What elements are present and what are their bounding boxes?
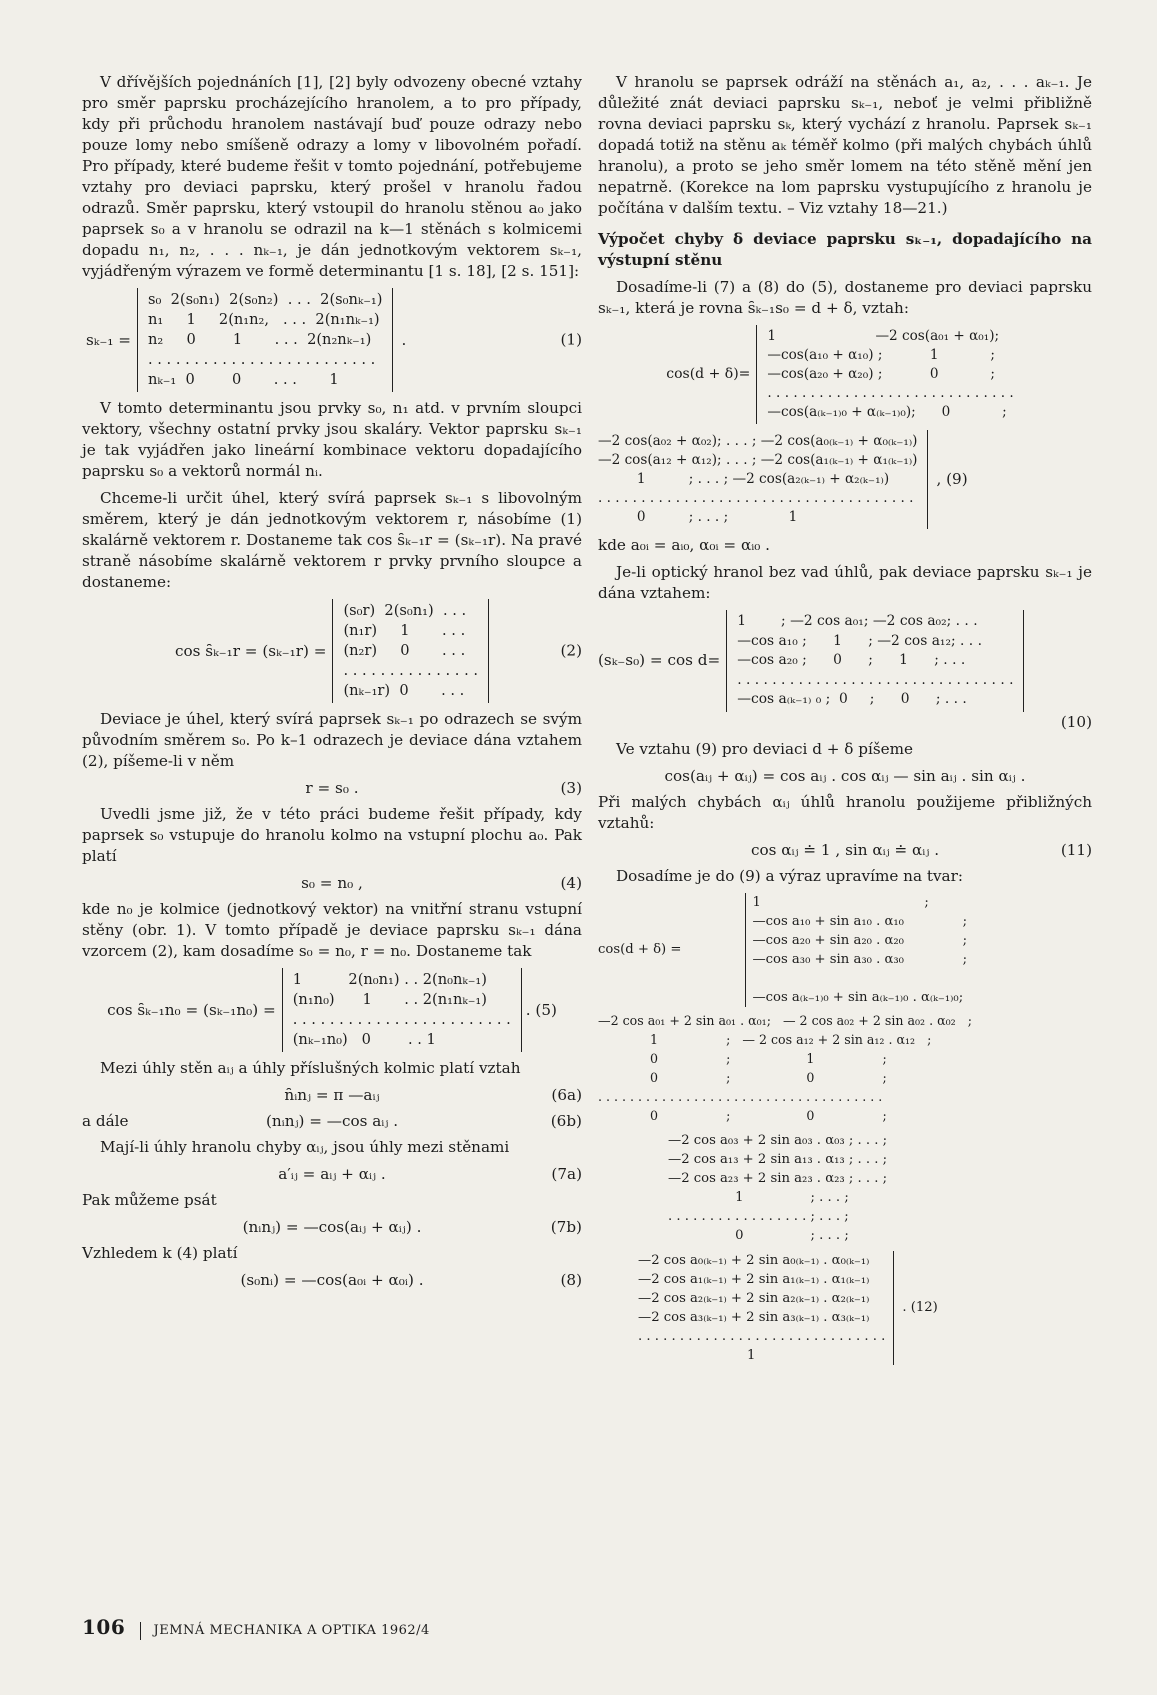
matrix-row: —2 cos a₃₍ₖ₋₁₎ + 2 sin a₃₍ₖ₋₁₎ . α₃₍ₖ₋₁₎ — [638, 1309, 870, 1325]
matrix-row — [752, 969, 967, 988]
equation-number: . (5) — [525, 1000, 557, 1019]
matrix-row: —2 cos a₀₁ + 2 sin a₀₁ . α₀₁; — 2 cos a₀₂ + 2 sin a₀₂ . α₀₂ ; — [598, 1012, 972, 1028]
equation-body: cos αᵢⱼ ≐ 1 , sin αᵢⱼ ≐ αᵢⱼ . — [750, 840, 940, 859]
equation-body: (nᵢnⱼ) = —cos aᵢⱼ . — [265, 1112, 399, 1130]
matrix-row: —cos a₁₀ + sin a₁₀ . α₁₀ ; — [752, 913, 968, 929]
matrix-row: 0 ; . . . ; — [668, 1227, 849, 1243]
equation-number: (6b) — [550, 1112, 582, 1130]
determinant-col-2 — [598, 1011, 1092, 1125]
matrix-row: —2 cos a₂₍ₖ₋₁₎ + 2 sin a₂₍ₖ₋₁₎ . α₂₍ₖ₋₁₎ — [638, 1290, 870, 1306]
equation-number: (11) — [1060, 840, 1092, 859]
matrix-row: (s₀r) 2(s₀n₁) . . . — [343, 602, 467, 619]
equation-number: (7a) — [551, 1165, 582, 1183]
matrix-row: 0 ; 1 ; — [598, 1050, 887, 1066]
matrix-row: —cos a₍ₖ₋₁₎₀ + sin a₍ₖ₋₁₎₀ . α₍ₖ₋₁₎₀; — [752, 989, 964, 1005]
paragraph: Je-li optický hranol bez vad úhlů, pak deviace paprsku sₖ₋₁ je dána vztahem: — [598, 563, 1092, 602]
equation-number: , (9) — [936, 470, 968, 488]
matrix-row: 1 ; —2 cos a₀₁; —2 cos a₀₂; . . . — [737, 613, 978, 629]
equation-number: (4) — [560, 874, 582, 892]
matrix-row: . . . . . . . . . . . . . . . . . . . . . . . . . . . . . — [767, 385, 1014, 401]
equation-1: sₖ₋₁ = s₀ 2(s₀n₁) 2(s₀n₂) . . . 2(s₀nₖ₋₁) n₁ 1 2(n₁n₂, . . . 2(n₁nₖ₋₁) n₂ 0 1 . . . 2(n₂nₖ₋₁) . . . . . . . . . . . . . . . . . . . . . . . . . nₖ₋₁ 0 0 . . . 1 . (1) — [82, 288, 582, 392]
matrix-row: . . . . . . . . . . . . . . . . . . . . . . . . . . . . . . . . . . . . . — [598, 490, 914, 506]
determinant — [137, 288, 393, 392]
matrix-row: (nₖ₋₁n₀) 0 . . 1 — [292, 1031, 436, 1048]
equation-2 — [82, 599, 582, 703]
equation-body: (s₀nᵢ) = —cos(a₀ᵢ + α₀ᵢ) . — [240, 1271, 424, 1289]
paragraph: kde a₀ᵢ = aᵢ₀, α₀ᵢ = αᵢ₀ . — [598, 536, 771, 554]
matrix-row: s₀ 2(s₀n₁) 2(s₀n₂) . . . 2(s₀nₖ₋₁) — [148, 291, 383, 308]
matrix-row: (n₂r) 0 . . . — [343, 642, 466, 659]
paragraph: Mezi úhly stěn aᵢⱼ a úhly příslušných kolmic platí vztah — [100, 1059, 521, 1077]
equation-number: (8) — [560, 1271, 582, 1289]
matrix-row: —cos a₂₀ ; 0 ; 1 ; . . . — [737, 652, 966, 668]
paragraph: Při malých chybách αᵢⱼ úhlů hranolu použijeme přibližných vztahů: — [598, 792, 1092, 832]
matrix-row: . . . . . . . . . . . . . . . . . . . . . . . . . . . . . . . . — [737, 671, 1014, 688]
matrix-row: 1 ; . . . ; —2 cos(a₂₍ₖ₋₁₎ + α₂₍ₖ₋₁₎) — [598, 471, 890, 487]
matrix-row: —cos(a₍ₖ₋₁₎₀ + α₍ₖ₋₁₎₀); 0 ; — [767, 404, 1007, 420]
equation-lhs: cos s̑ₖ₋₁n₀ = (sₖ₋₁n₀) = — [107, 1000, 276, 1019]
determinant-col-4 — [598, 1251, 894, 1365]
equation-number: (1) — [560, 330, 582, 349]
equation-6b — [82, 1111, 582, 1132]
page-number: 106 — [82, 1615, 126, 1639]
paragraph: Dosadíme-li (7) a (8) do (5), dostaneme pro deviaci paprsku sₖ₋₁, která je rovna s̑ₖ₋₁s₀ = d + δ, vztah: — [598, 278, 1092, 317]
page-footer — [82, 1615, 430, 1640]
matrix-row: n₁ 1 2(n₁n₂, . . . 2(n₁nₖ₋₁) — [148, 311, 380, 328]
matrix-row: . . . . . . . . . . . . . . . . . . . . . . . . . — [148, 351, 376, 368]
matrix-row: —cos a₁₀ ; 1 ; —2 cos a₁₂; . . . — [737, 632, 982, 649]
matrix-row: —cos a₍ₖ₋₁₎ ₀ ; 0 ; 0 ; . . . — [737, 691, 967, 707]
equation-7b — [82, 1217, 582, 1238]
paragraph: Mají-li úhly hranolu chyby αᵢⱼ, jsou úhly mezi stěnami — [100, 1138, 510, 1156]
equation-number: (2) — [560, 641, 582, 660]
paragraph: V tomto determinantu jsou prvky s₀, n₁ atd. v prvním sloupci vektory, všechny ostatní prvky jsou skaláry. Vektor paprsku sₖ₋₁ je tak vyjádřen jako lineární kombinace vektoru dopadajícího paprsku s₀ a vektorů normál nᵢ. — [82, 399, 582, 480]
determinant — [598, 430, 928, 529]
matrix-row: 1 2(n₀n₁) . . 2(n₀nₖ₋₁) — [292, 971, 487, 988]
matrix-row: —cos a₃₀ + sin a₃₀ . α₃₀ ; — [752, 951, 968, 967]
matrix-row: 0 ; 0 ; — [598, 1069, 887, 1085]
matrix-row: . . . . . . . . . . . . . . . . . . . . . . . . — [292, 1011, 511, 1028]
paragraph: Pak můžeme psát — [82, 1191, 217, 1209]
equation-cos-expansion — [598, 766, 1092, 787]
matrix-row: (n₁n₀) 1 . . 2(n₁nₖ₋₁) — [292, 991, 487, 1008]
determinant — [756, 325, 1023, 424]
matrix-row: . . . . . . . . . . . . . . . — [343, 662, 478, 679]
equation-lhs: cos(d + δ)= — [666, 366, 751, 382]
equation-9-bottom — [598, 430, 1092, 529]
equation-3 — [82, 778, 582, 799]
equation-lhs: cos s̑ₖ₋₁r = (sₖ₋₁r) = — [175, 641, 327, 660]
equation-lhs: (sₖ₋s₀) = cos d= — [598, 651, 721, 670]
matrix-row: —cos a₂₀ + sin a₂₀ . α₂₀ ; — [752, 932, 968, 948]
equation-5 — [82, 968, 582, 1052]
matrix-row: 0 ; 0 ; — [598, 1107, 887, 1123]
equation-6a — [82, 1085, 582, 1106]
equation-number: (3) — [560, 779, 582, 797]
paragraph: V dřívějších pojednáních [1], [2] byly odvozeny obecné vztahy pro směr paprsku procházejícího hranolem, a to pro případy, kdy při průchodu hranolem nastávají buď pouze odrazy nebo pouze lomy nebo smíšeně odrazy a lomy v libovolném pořadí. Pro případy, které budeme řešit v tomto pojednání, potřebujeme vztahy pro deviaci paprsku, který prošel v hranolu řadou odrazů. Směr paprsku, který vstoupil do hranolu stěnou a₀ jako paprsek s₀ a v hranolu se odrazil na k—1 stěnách s kolmicemi dopadu n₁, n₂, . . . nₖ₋₁, je dán jednotkovým vektorem sₖ₋₁, vyjádřeným výrazem ve formě determinantu [1 s. 18], [2 s. 151]: — [82, 73, 582, 280]
matrix-row: —2 cos a₂₃ + 2 sin a₂₃ . α₂₃ ; . . . ; — [668, 1170, 888, 1186]
matrix-row: —cos(a₁₀ + α₁₀) ; 1 ; — [767, 347, 996, 363]
equation-body: (nᵢnⱼ) = —cos(aᵢⱼ + αᵢⱼ) . — [242, 1218, 422, 1236]
matrix-row: —2 cos(a₁₂ + α₁₂); . . . ; —2 cos(a₁₍ₖ₋₁₎ + α₁₍ₖ₋₁₎) — [598, 452, 918, 468]
matrix-row: —2 cos(a₀₂ + α₀₂); . . . ; —2 cos(a₀₍ₖ₋₁₎ + α₀₍ₖ₋₁₎) — [598, 433, 918, 449]
equation-lhs: sₖ₋₁ = — [86, 330, 131, 349]
equation-4 — [82, 873, 582, 894]
equation-10 — [598, 610, 1092, 712]
equation-number: (6a) — [551, 1086, 582, 1104]
matrix-row: 1 ; . . . ; — [668, 1189, 849, 1205]
paragraph: Uvedli jsme již, že v této práci budeme řešit případy, kdy paprsek s₀ vstupuje do hranolu kolmo na vstupní plochu a₀. Pak platí — [82, 805, 582, 865]
matrix-row: —2 cos a₀₃ + 2 sin a₀₃ . α₀₃ ; . . . ; — [668, 1132, 888, 1148]
matrix-row: —2 cos a₁₃ + 2 sin a₁₃ . α₁₃ ; . . . ; — [668, 1151, 888, 1167]
equation-body: s₀ = n₀ , — [301, 874, 363, 892]
journal-name: JEMNÁ MECHANIKA A OPTIKA 1962/4 — [153, 1623, 430, 1638]
matrix-row: 1 — [638, 1347, 756, 1363]
matrix-row: 1 ; — 2 cos a₁₂ + 2 sin a₁₂ . α₁₂ ; — [598, 1031, 932, 1047]
matrix-row: n₂ 0 1 . . . 2(n₂nₖ₋₁) — [148, 331, 372, 348]
matrix-row: (n₁r) 1 . . . — [343, 622, 466, 639]
equation-8 — [82, 1270, 582, 1291]
matrix-row: —2 cos a₁₍ₖ₋₁₎ + 2 sin a₁₍ₖ₋₁₎ . α₁₍ₖ₋₁₎ — [638, 1271, 870, 1287]
equation-12 — [598, 893, 1092, 1365]
left-column — [82, 72, 582, 1296]
equation-body: cos(aᵢⱼ + αᵢⱼ) = cos aᵢⱼ . cos αᵢⱼ — sin aᵢⱼ . sin αᵢⱼ . — [664, 766, 1026, 785]
equation-lhs: cos(d + δ) = — [598, 942, 682, 957]
matrix-row: 1 ; — [752, 894, 929, 910]
paragraph: Vzhledem k (4) platí — [82, 1244, 238, 1262]
equation-body: a′ᵢⱼ = aᵢⱼ + αᵢⱼ . — [278, 1165, 386, 1183]
equation-7a — [82, 1164, 582, 1185]
matrix-row: —cos(a₂₀ + α₂₀) ; 0 ; — [767, 366, 996, 382]
matrix-row: 1 —2 cos(a₀₁ + α₀₁); — [767, 328, 1000, 344]
determinant — [282, 968, 522, 1052]
paragraph: Dosadíme je do (9) a výraz upravíme na tvar: — [616, 866, 963, 885]
right-column — [598, 72, 1092, 1365]
paragraph: V hranolu se paprsek odráží na stěnách a₁, a₂, . . . aₖ₋₁. Je důležité znát deviaci paprsku sₖ₋₁, neboť je velmi přibližně rovna deviaci paprsku sₖ, který vychází z hranolu. Paprsek sₖ₋₁ dopadá totiž na stěnu aₖ téměř kolmo (při malých chybách úhlů hranolu), a proto se jeho směr lomem na této stěně mění jen nepatrně. (Korekce na lom paprsku vystupujícího z hranolu je počítána v dalším textu. – Viz vztahy 18—21.) — [598, 73, 1092, 217]
paragraph: Ve vztahu (9) pro deviaci d + δ píšeme — [616, 739, 914, 758]
equation-number: (10) — [1060, 712, 1092, 731]
equation-body: n̑ᵢnⱼ = π —aᵢⱼ — [284, 1086, 380, 1104]
paragraph: Deviace je úhel, který svírá paprsek sₖ₋₁ po odrazech se svým původním směrem s₀. Po k–1 odrazech je deviace dána vztahem (2), píšeme-li v něm — [82, 710, 582, 770]
matrix-row: —2 cos a₀₍ₖ₋₁₎ + 2 sin a₀₍ₖ₋₁₎ . α₀₍ₖ₋₁₎ — [638, 1252, 870, 1268]
section-heading: Výpočet chyby δ deviace paprsku sₖ₋₁, dopadajícího na výstupní stěnu — [598, 230, 1092, 269]
matrix-row: . . . . . . . . . . . . . . . . . . . . . . . . . . . . . . — [638, 1328, 886, 1344]
determinant-col-1 — [745, 893, 967, 1007]
paragraph: kde n₀ je kolmice (jednotkový vektor) na vnitřní stranu vstupní stěny (obr. 1). V tomto případě je deviace paprsku sₖ₋₁ dána vzorcem (2), kam dosadíme s₀ = n₀, r = n₀. Dostaneme tak — [82, 900, 582, 960]
determinant-col-3 — [598, 1131, 1092, 1245]
paragraph-label: a dále — [82, 1112, 129, 1130]
paragraph: Chceme-li určit úhel, který svírá paprsek sₖ₋₁ s libovolným směrem, který je dán jednotkovým vektorem r, násobíme (1) skalárně vektorem r. Dostaneme tak cos s̑ₖ₋₁r = (sₖ₋₁r). Na pravé straně násobíme skalárně vektorem r prvky prvního sloupce a dostaneme: — [82, 489, 582, 591]
equation-11 — [598, 840, 1092, 861]
equation-9-top — [598, 325, 1092, 424]
matrix-row: . . . . . . . . . . . . . . . . . . . . . . . . . . . . . . . . . . . . — [598, 1088, 883, 1104]
equation-number: . (12) — [902, 1300, 938, 1315]
matrix-row: 0 ; . . . ; 1 — [598, 509, 798, 525]
determinant — [726, 610, 1024, 712]
matrix-row: (nₖ₋₁r) 0 . . . — [343, 682, 465, 699]
determinant — [332, 599, 489, 703]
equation-body: r = s₀ . — [305, 779, 359, 797]
matrix-row: . . . . . . . . . . . . . . . . . ; . . . ; — [668, 1208, 849, 1224]
equation-number: (7b) — [550, 1218, 582, 1236]
matrix-row: nₖ₋₁ 0 0 . . . 1 — [148, 371, 339, 388]
footer-divider — [140, 1622, 141, 1640]
